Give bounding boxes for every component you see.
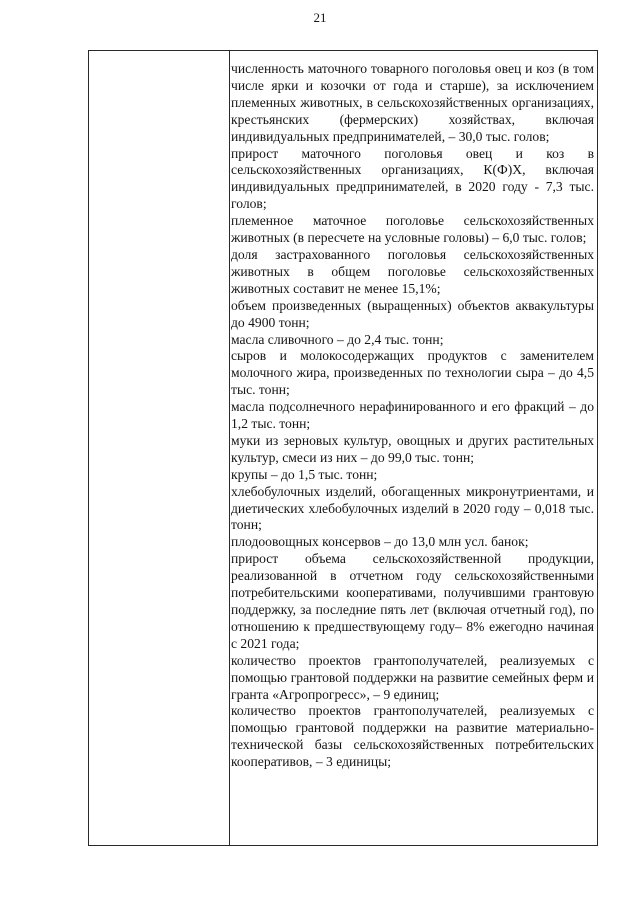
indicator-paragraph: племенное маточное поголовье сельскохозяйственных животных (в пересчете на условные головы) – 6,0 тыс. голов;: [231, 213, 594, 246]
indicator-paragraph: масла подсолнечного нерафинированного и его фракций – до 1,2 тыс. тонн;: [231, 399, 594, 432]
indicator-paragraph: хлебобулочных изделий, обогащенных микронутриентами, и диетических хлебобулочных изделий в 2020 году – 0,018 тыс. тонн;: [231, 483, 594, 533]
indicator-paragraph: крупы – до 1,5 тыс. тонн;: [231, 466, 378, 482]
indicator-paragraph: объем произведенных (выращенных) объектов аквакультуры до 4900 тонн;: [231, 297, 594, 330]
page-number: 21: [313, 10, 327, 25]
table-right-cell: [230, 61, 597, 771]
table-left-cell: [89, 51, 229, 845]
indicator-paragraph: муки из зерновых культур, овощных и других растительных культур, смеси из них – до 99,0 тыс. тонн;: [231, 432, 594, 465]
indicator-paragraph: плодоовощных консервов – до 13,0 млн усл. банок;: [231, 534, 529, 550]
indicator-paragraph: сыров и молокосодержащих продуктов с заменителем молочного жира, произведенных по технологии сыра – до 4,5 тыс. тонн;: [231, 348, 594, 398]
indicator-paragraph: доля застрахованного поголовья сельскохозяйственных животных в общем поголовье сельскохозяйственных животных составит не менее 15,1%;: [231, 246, 594, 296]
document-table: [88, 50, 598, 846]
indicator-paragraph: масла сливочного – до 2,4 тыс. тонн;: [231, 331, 444, 347]
indicator-paragraph: количество проектов грантополучателей, реализуемых с помощью грантовой поддержки на развитие семейных ферм и гранта «Агропрогресс», – 9 единиц;: [231, 652, 594, 702]
indicator-paragraph: прирост маточного поголовья овец и коз в сельскохозяйственных организациях, К(Ф)Х, включая индивидуальных предпринимателей, в 2020 году - 7,3 тыс. голов;: [231, 145, 594, 212]
indicator-paragraph: численность маточного товарного поголовья овец и коз (в том числе ярки и козочки от года и старше), за исключением племенных животных, в сельскохозяйственных организациях, крестьянских (фермерских) хозяйствах, включая индивидуальных предпринимателей, – 30,0 тыс. голов;: [231, 61, 594, 144]
indicator-paragraph: количество проектов грантополучателей, реализуемых с помощью грантовой поддержки на развитие материально-технической базы сельскохозяйственных потребительских кооперативов, – 3 единицы;: [231, 703, 594, 770]
indicator-paragraph: прирост объема сельскохозяйственной продукции, реализованной в отчетном году сельскохозяйственными потребительскими кооперативами, получившими грантовую поддержку, за последние пять лет (включая отчетный год), по отношению к предшествующему году– 8% ежегодно начиная с 2021 года;: [231, 551, 594, 651]
